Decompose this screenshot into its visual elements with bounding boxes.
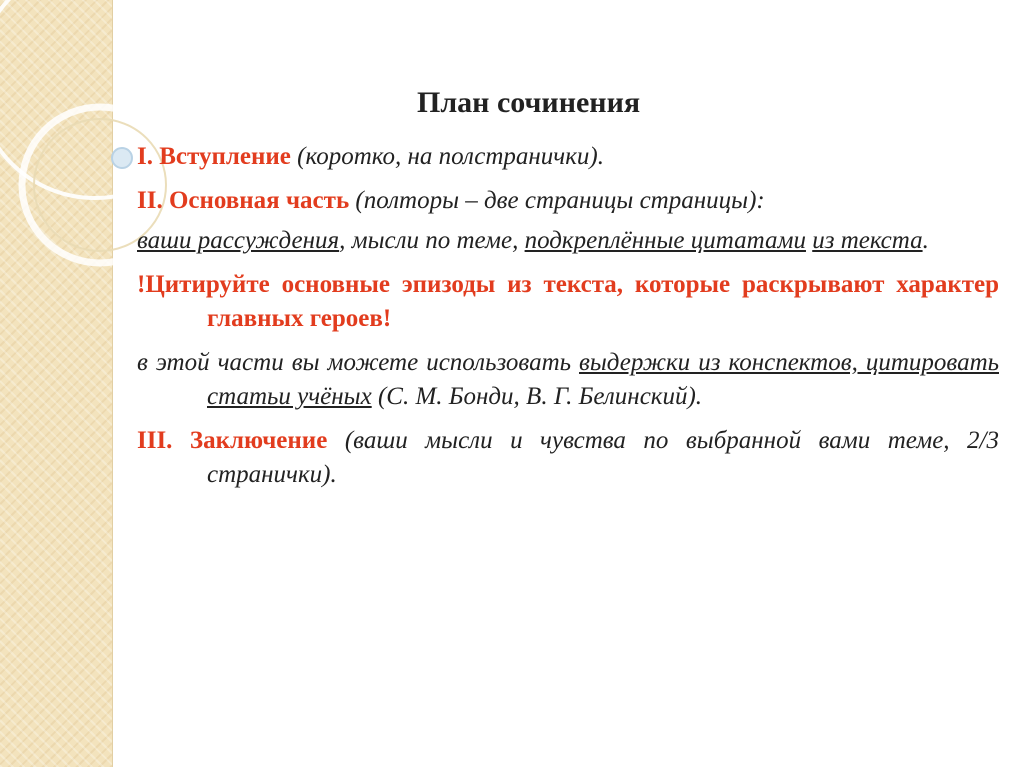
intro-label: I. Вступление — [137, 143, 291, 170]
reasoning-link-1: ваши рассуждения — [137, 227, 340, 254]
main-part-text: (полторы – две страницы страницы): — [355, 187, 765, 214]
intro-text: (коротко, на полстранички). — [297, 143, 604, 170]
excerpts-item — [137, 346, 999, 414]
reasoning-item — [137, 224, 999, 258]
slide-body — [137, 140, 999, 502]
reasoning-link-2a: подкреплённые цитатами — [524, 227, 806, 254]
excerpts-link: выдержки из конспектов, цитировать статьи учёных — [207, 349, 999, 410]
main-part-item — [137, 184, 999, 218]
conclusion-label: III. Заключение — [137, 427, 328, 454]
main-part-label: II. Основная часть — [137, 187, 350, 214]
reasoning-mid: , мысли по теме, — [339, 227, 525, 254]
intro-item — [137, 140, 999, 174]
conclusion-text: (ваши мысли и чувства по выбранной вами теме, 2/3 странички). — [207, 427, 999, 488]
reasoning-end: . — [922, 227, 929, 254]
excerpts-after: (С. М. Бонди, В. Г. Белинский). — [371, 383, 703, 410]
reasoning-link-2b: из текста — [812, 227, 923, 254]
conclusion-item — [137, 424, 999, 492]
quote-advice: !Цитируйте основные эпизоды из текста, которые раскрывают характер главных героев! — [137, 271, 999, 332]
excerpts-before: в этой части вы можете использовать — [137, 349, 580, 376]
bullet-dot-icon — [112, 148, 132, 168]
page-title: План сочинения — [417, 86, 641, 119]
